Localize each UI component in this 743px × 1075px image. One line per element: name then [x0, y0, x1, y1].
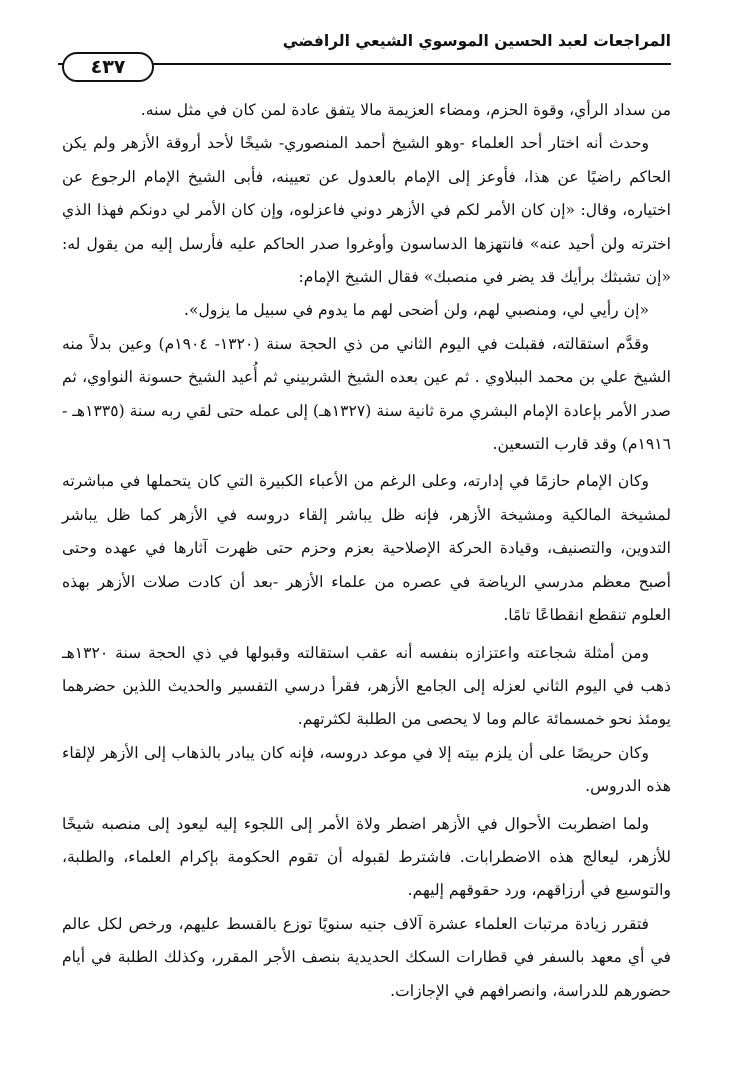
paragraph-3: وقدَّم استقالته، فقبلت في اليوم الثاني من ذي الحجة سنة (١٣٢٠- ١٩٠٤م) وعين بدلاً منه الشيخ علي بن محمد الببلاوي . ثم عين بعده الشيخ الشربيني ثم أُعيد الشيخ حسونة النواوي، ثم صدر الأمر بإعادة الإمام البشري مرة ثانية سنة (١٣٢٧هـ) إلى عمله حتى لقي ربه سنة (١٣٣٥هـ - ١٩١٦م) وقد قارب التسعين.	[62, 334, 671, 454]
running-title: المراجعات لعبد الحسين الموسوي الشيعي الرافضي	[282, 32, 671, 50]
paragraph-1: من سداد الرأي، وقوة الحزم، ومضاء العزيمة مالا يتفق عادة لمن كان في مثل سنه.	[140, 101, 671, 119]
paragraph-4: وكان الإمام حازمًا في إدارته، وعلى الرغم من الأعباء الكبيرة التي كان يتحملها في مباشرته لمشيخة المالكية ومشيخة الأزهر، فإنه ظل يباشر إلقاء دروسه في الأزهر كما ظل يباشر التدوين، والتصنيف، وقيادة الحركة الإصلاحية بعزم وحزم حتى ظهرت آثارها في عهده وحتى أصبح معظم مدرسي الرياضة في عصره من علماء الأزهر -بعد أن كادت صلات الأزهر بهذه العلوم تنقطع انقطاعًا تامًا.	[62, 472, 671, 625]
paragraph-2: وحدث أنه اختار أحد العلماء -وهو الشيخ أحمد المنصوري- شيخًا لأحد أروقة الأزهر ولم يكن الحاكم راضيًا عن هذا، فأوعز إلى الإمام بالعدول عن تعيينه، فأبى الشيخ الإمام الرجوع عن اختياره، وقال: «إن كان الأمر لكم في الأزهر دوني فاعزلوه، وإن كان الأمر لي دونكم فهذا الذي اخترته ولن أحيد عنه» فانتهزها الدساسون وأوغروا صدر الحاكم عليه فأرسل إليه من يقول له: «إن تشبثك برأيك قد يضر في منصبك» فقال الشيخ الإمام:	[62, 134, 671, 287]
paragraph-quote: «إن رأيي لي، ومنصبي لهم، ولن أضحى لهم ما يدوم في سبيل ما يزول».	[184, 301, 649, 320]
paragraph-6: وكان حريصًا على أن يلزم بيته إلا في موعد دروسه، فإنه كان يبادر بالذهاب إلى الأزهر لإلقاء هذه الدروس.	[62, 743, 671, 796]
body-text	[62, 94, 671, 1008]
paragraph-8: فتقرر زيادة مرتبات العلماء عشرة آلاف جنيه سنويًا توزع بالقسط عليهم، ورخص لكل عالم في أي معهد بالسفر في قطارات السكك الحديدية بنصف الأجر المقرر، وكذلك الطلبة في أيام حضورهم للدراسة، وانصرافهم في الإجازات.	[62, 914, 671, 1000]
paragraph-7: ولما اضطربت الأحوال في الأزهر اضطر ولاة الأمر إلى اللجوء إليه ليعود إلى منصبه شيخًا للأزهر، ليعالج هذه الاضطرابات. فاشترط لقبوله أن تقوم الحكومة بإكرام العلماء، والطلبة، والتوسيع في أرزاقهم، ورد حقوقهم إليهم.	[62, 814, 671, 900]
page-number-badge: ٤٣٧	[62, 52, 154, 82]
paragraph-5: ومن أمثلة شجاعته واعتزازه بنفسه أنه عقب استقالته وقبولها في ذي الحجة سنة ١٣٢٠هـ ذهب في اليوم الثاني لعزله إلى الجامع الأزهر، فقرأ درسي التفسير والحديث اللذين حضرهما يومئذ نحو خمسمائة عالم وما لا يحصى من الطلبة لكثرتهم.	[62, 643, 671, 729]
